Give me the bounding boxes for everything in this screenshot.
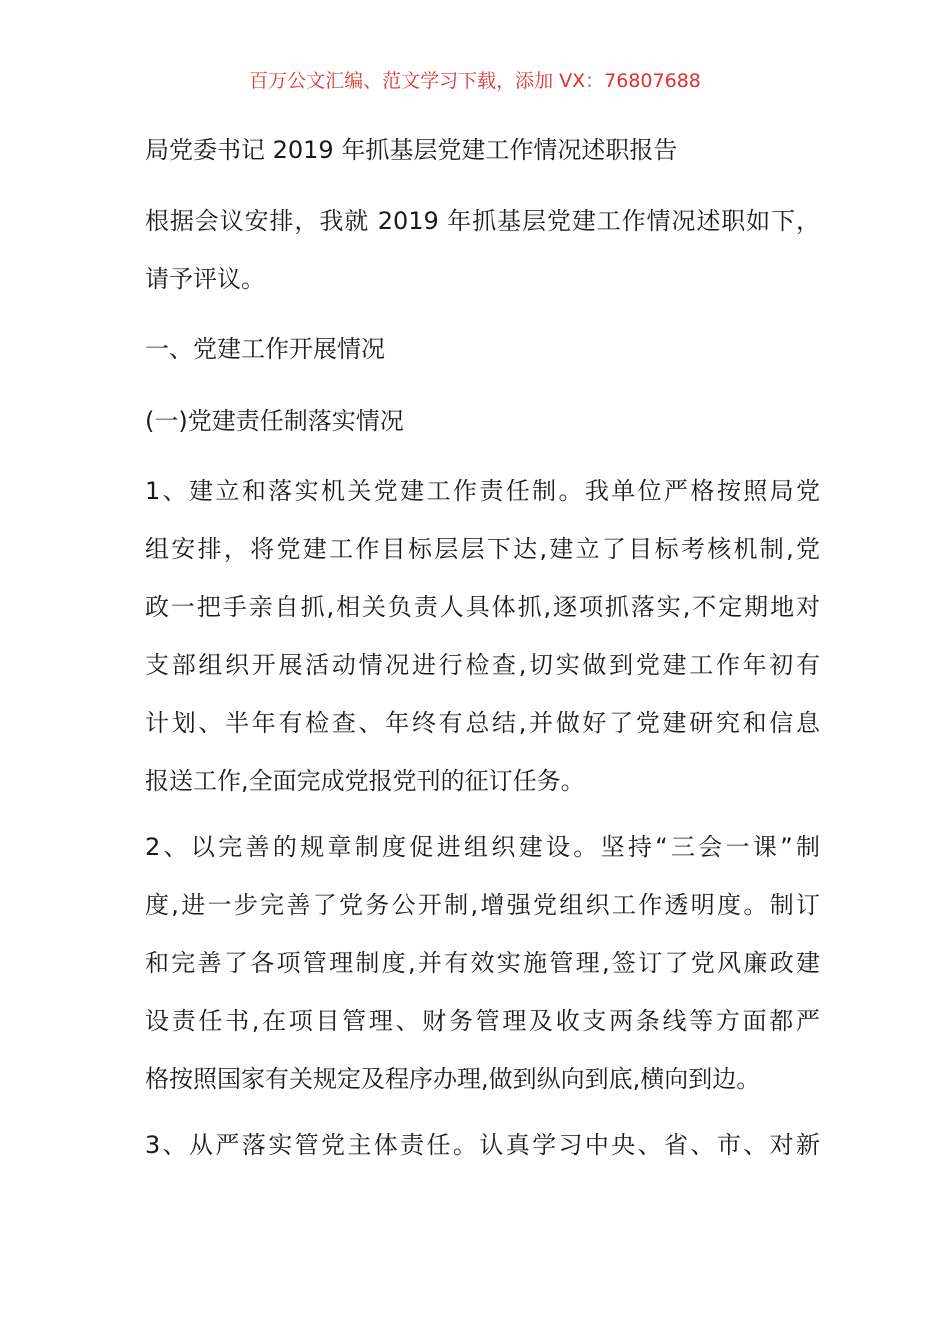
intro-paragraph [145, 192, 820, 308]
item-2-line: 2、以完善的规章制度促进组织建设。坚持“三会一课”制 [145, 833, 820, 861]
item-1-line: 报送工作,全面完成党报党刊的征订任务。 [145, 767, 585, 795]
item-2-line: 和完善了各项管理制度,并有效实施管理,签订了党风廉政建 [145, 949, 820, 977]
subsection-heading-text: (一)党建责任制落实情况 [145, 407, 404, 435]
item-2-line: 格按照国家有关规定及程序办理,做到纵向到底,横向到边。 [145, 1065, 761, 1093]
item-2-line: 度,进一步完善了党务公开制,增强党组织工作透明度。制订 [145, 891, 820, 919]
item-1-paragraph [145, 462, 820, 810]
item-1-line: 政一把手亲自抓,相关负责人具体抓,逐项抓落实,不定期地对 [145, 593, 820, 621]
document-title: 局党委书记 2019 年抓基层党建工作情况述职报告 [145, 136, 678, 164]
intro-line-1: 根据会议安排，我就 2019 年抓基层党建工作情况述职如下， [145, 207, 820, 235]
section-heading [145, 320, 820, 378]
item-1-line: 计划、半年有检查、年终有总结,并做好了党建研究和信息 [145, 709, 820, 737]
item-3-line: 3、从严落实管党主体责任。认真学习中央、省、市、对新 [145, 1131, 820, 1159]
item-2-line: 设责任书,在项目管理、财务管理及收支两条线等方面都严 [145, 1007, 820, 1035]
item-1-line: 组安排，将党建工作目标层层下达,建立了目标考核机制,党 [145, 535, 820, 563]
item-3-paragraph [145, 1116, 820, 1174]
subsection-heading [145, 392, 820, 450]
item-2-paragraph [145, 818, 820, 1108]
header-banner: 百万公文汇编、范文学习下载，添加 VX：76807688 [249, 70, 701, 92]
item-1-line: 1、建立和落实机关党建工作责任制。我单位严格按照局党 [145, 477, 820, 505]
item-1-line: 支部组织开展活动情况进行检查,切实做到党建工作年初有 [145, 651, 820, 679]
section-heading-text: 一、党建工作开展情况 [145, 335, 385, 363]
intro-line-2: 请予评议。 [145, 265, 265, 293]
